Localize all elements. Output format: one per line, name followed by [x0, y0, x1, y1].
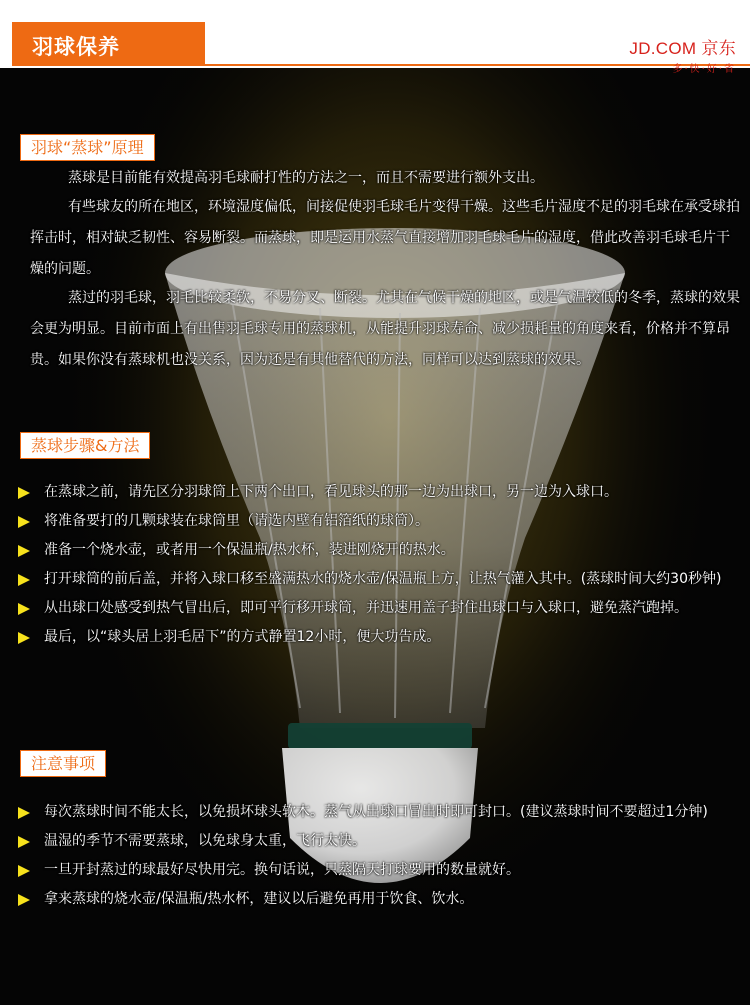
note-text: 一旦开封蒸过的球最好尽快用完。换句话说，只蒸隔天打球要用的数量就好。 — [44, 862, 520, 878]
section-label-steps: 蒸球步骤&方法 — [20, 432, 150, 459]
bullet-arrow-icon — [18, 807, 30, 819]
principle-paragraph-2: 有些球友的所在地区，环境湿度偏低，间接促使羽毛球毛片变得干燥。这些毛片湿度不足的羽毛球在承受球拍挥击时，相对缺乏韧性、容易断裂。而蒸球，即是运用水蒸气直接增加羽毛球毛片的湿度，借此改善羽毛球毛片干燥的问题。 — [30, 199, 740, 277]
notes-list-item — [18, 856, 738, 885]
steps-list-item — [18, 623, 738, 652]
bullet-arrow-icon — [18, 487, 30, 499]
steps-list-item — [18, 507, 738, 536]
steps-list-item — [18, 478, 738, 507]
note-text: 拿来蒸球的烧水壶/保温瓶/热水杯，建议以后避免再用于饮食、饮水。 — [44, 891, 474, 907]
bullet-arrow-icon — [18, 516, 30, 528]
bullet-arrow-icon — [18, 603, 30, 615]
jd-logo — [629, 34, 736, 75]
page-title: 羽球保养 — [32, 35, 120, 59]
step-text: 在蒸球之前，请先区分羽球筒上下两个出口，看见球头的那一边为出球口，另一边为入球口。 — [44, 484, 618, 500]
steps-list-item — [18, 565, 738, 594]
section-label-notes: 注意事项 — [20, 750, 106, 777]
jd-slogan: 多·快·好·省 — [672, 64, 736, 75]
steps-list-item — [18, 536, 738, 565]
bullet-arrow-icon — [18, 545, 30, 557]
step-text: 最后，以“球头居上羽毛居下”的方式静置12小时，便大功告成。 — [44, 629, 441, 645]
steps-list — [18, 478, 738, 652]
step-text: 将准备要打的几颗球装在球筒里（请选内壁有铝箔纸的球筒）。 — [44, 513, 429, 529]
notes-list-item — [18, 885, 738, 914]
step-text: 从出球口处感受到热气冒出后，即可平行移开球筒，并迅速用盖子封住出球口与入球口，避免蒸汽跑掉。 — [44, 600, 688, 616]
steps-list-item — [18, 594, 738, 623]
header-title-tab — [12, 22, 205, 66]
jd-logo-text: JD.COM 京东 — [629, 39, 736, 58]
section-label-principle: 羽球“蒸球”原理 — [20, 134, 155, 161]
note-text: 每次蒸球时间不能太长，以免损坏球头软木。蒸气从出球口冒出时即可封口。(建议蒸球时间不要超过1分钟) — [44, 804, 708, 820]
step-text: 准备一个烧水壶，或者用一个保温瓶/热水杯，装进刚烧开的热水。 — [44, 542, 455, 558]
bullet-arrow-icon — [18, 574, 30, 586]
notes-list — [18, 798, 738, 914]
bullet-arrow-icon — [18, 894, 30, 906]
principle-paragraph-3: 蒸过的羽毛球，羽毛比较柔软，不易分叉、断裂。尤其在气候干燥的地区，或是气温较低的冬季，蒸球的效果会更为明显。目前市面上有出售羽毛球专用的蒸球机，从能提升羽球寿命、减少损耗量的角度来看，价格并不算昂贵。如果你没有蒸球机也没关系，因为还是有其他替代的方法，同样可以达到蒸球的效果。 — [30, 290, 740, 368]
notes-list-item — [18, 827, 738, 856]
header-bar — [0, 0, 750, 75]
step-text: 打开球筒的前后盖，并将入球口移至盛满热水的烧水壶/保温瓶上方，让热气灌入其中。(蒸球时间大约30秒钟) — [44, 571, 722, 587]
principle-paragraph-1: 蒸球是目前能有效提高羽毛球耐打性的方法之一，而且不需要进行额外支出。 — [68, 170, 544, 186]
notes-list-item — [18, 798, 738, 827]
bullet-arrow-icon — [18, 865, 30, 877]
note-text: 温湿的季节不需要蒸球，以免球身太重，飞行太快。 — [44, 833, 366, 849]
bullet-arrow-icon — [18, 632, 30, 644]
bullet-arrow-icon — [18, 836, 30, 848]
